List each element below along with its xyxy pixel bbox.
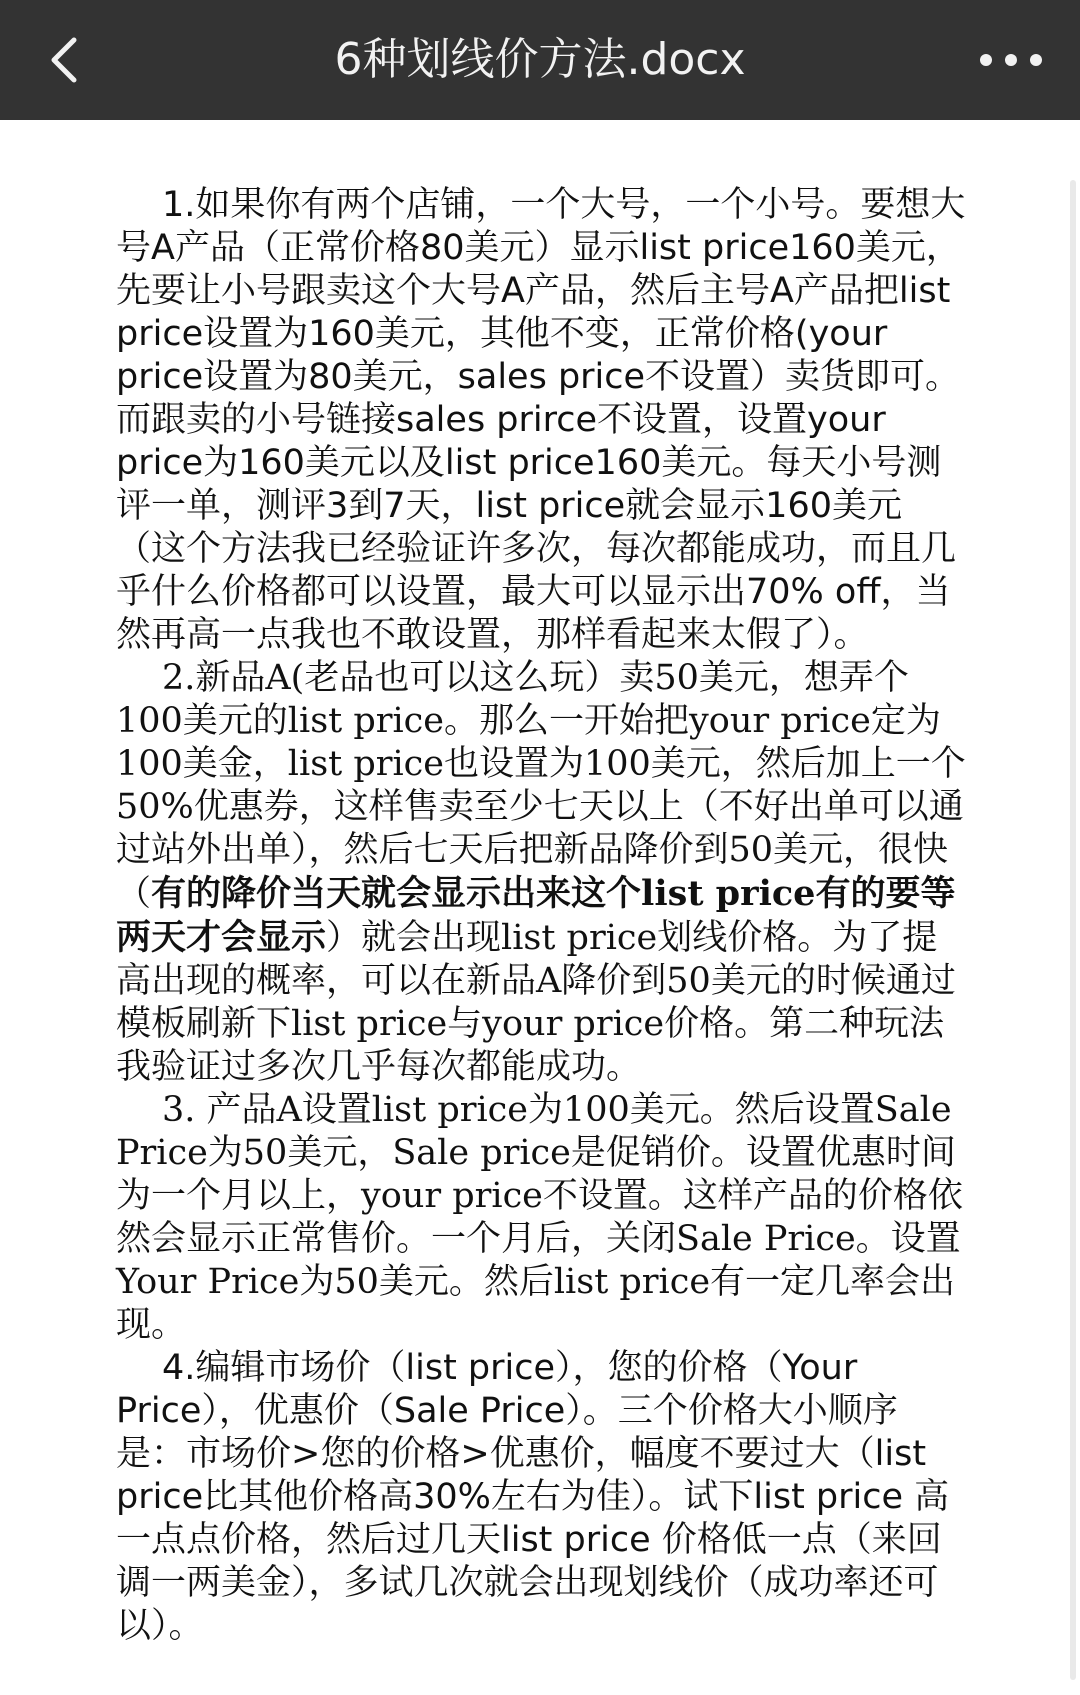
paragraph-method-1: 1.如果你有两个店铺，一个大号，一个小号。要想大号A产品（正常价格80美元）显示list price160美元，先要让小号跟卖这个大号A产品，然后主号A产品把list price设置为160美元，其他不变，正常价格(your price设置为80美元，sales price不设置）卖货即可。而跟卖的小号链接sales prirce不设置，设置your price为160美元以及list price160美元。每天小号测评一单，测评3到7天，list price就会显示160美元（这个方法我已经验证许多次，每次都能成功，而且几乎什么价格都可以设置，最大可以显示出70% off，当然再高一点我也不敢设置，那样看起来太假了）。 bbox=[116, 185, 966, 655]
paragraph-method-2-text-start: 2.新品A(老品也可以这么玩）卖50美元，想弄个100美元的list price。那么一开始把your price定为100美金，list price也设置为100美元，然后加上一个50%优惠券，这样售卖至少七天以上（不好出单可以通过站外出单），然后七天后把新品降价到50美元，很快（ bbox=[116, 658, 966, 914]
document-body bbox=[116, 184, 966, 1648]
more-horizontal-icon bbox=[976, 38, 1046, 82]
paragraph-method-2 bbox=[116, 657, 966, 1089]
paragraph-method-2-text-end: ）就会出现list price划线价格。为了提高出现的概率，可以在新品A降价到50美元的时候通过模板刷新下list price与your price价格。第二种玩法我验证过多次几乎每次都能成功。 bbox=[116, 918, 956, 1087]
document-title: 6种划线价方法.docx bbox=[334, 34, 746, 85]
scrollbar[interactable] bbox=[1070, 180, 1076, 1680]
paragraph-method-2-bold-note: 有的降价当天就会显示出来这个list price有的要等两天才会显示 bbox=[116, 873, 956, 958]
scrollbar-thumb[interactable] bbox=[1070, 180, 1076, 1680]
top-bar bbox=[0, 0, 1080, 120]
paragraph-method-3: 3. 产品A设置list price为100美元。然后设置Sale Price为50美元，Sale price是促销价。设置优惠时间为一个月以上，your price不设置。这样产品的价格依然会显示正常售价。一个月后，关闭Sale Price。设置Your Price为50美元。然后list price有一定几率会出现。 bbox=[116, 1090, 963, 1345]
more-options-button[interactable] bbox=[976, 38, 1046, 82]
back-button[interactable] bbox=[36, 30, 96, 90]
paragraph-method-4: 4.编辑市场价（list price），您的价格（Your Price），优惠价（Sale Price）。三个价格大小顺序是：市场价>您的价格>优惠价，幅度不要过大（list price比其他价格高30%左右为佳）。试下list price 高一点点价格，然后过几天list price 价格低一点（来回调一两美金），多试几次就会出现划线价（成功率还可以）。 bbox=[116, 1348, 950, 1646]
chevron-left-icon bbox=[36, 30, 96, 90]
